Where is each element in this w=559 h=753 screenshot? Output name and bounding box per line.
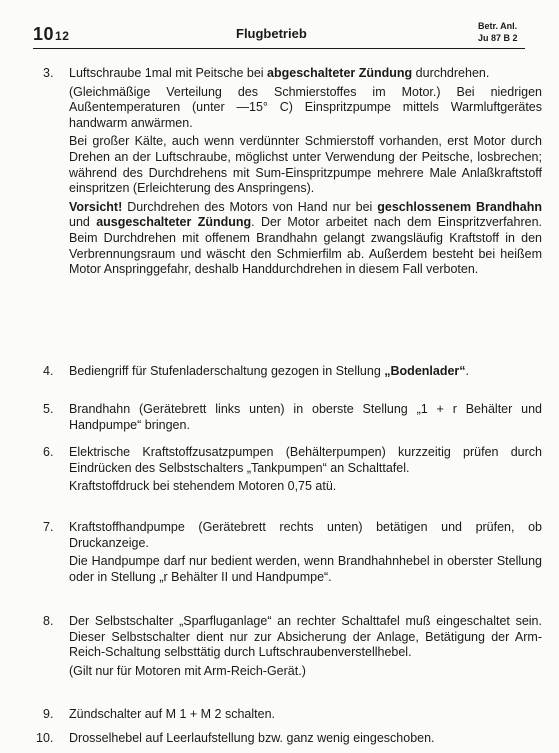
paragraph: Luftschraube 1mal mit Peitsche bei abgeschalteter Zündung durchdrehen. bbox=[69, 66, 490, 80]
paragraph: Kraftstoffhandpumpe (Gerätebrett rechts unten) betätigen und prüfen, ob Druckanzeige. bbox=[69, 520, 542, 550]
page-number: 1012 bbox=[33, 24, 70, 44]
reference-line-1: Betr. Anl. bbox=[478, 21, 518, 31]
paragraph: Drosselhebel auf Leerlaufstellung bzw. ganz wenig eingeschoben. bbox=[69, 731, 435, 745]
item-body bbox=[69, 402, 542, 433]
item-body bbox=[69, 731, 542, 747]
item-body bbox=[69, 445, 542, 495]
item-number: 10. bbox=[36, 731, 54, 745]
item-body bbox=[69, 707, 542, 723]
paragraph: Elektrische Kraftstoffzusatzpumpen (Behälterpumpen) kurzzeitig prüfen durch Eindrücken des Selbstschalters „Tankpumpen“ an Schalttafel. bbox=[69, 445, 542, 475]
paragraph: (Gilt nur für Motoren mit Arm-Reich-Gerät.) bbox=[69, 663, 306, 678]
item-body bbox=[69, 520, 542, 585]
item-body bbox=[69, 364, 542, 380]
item-body bbox=[69, 614, 542, 679]
paragraph: Die Handpumpe darf nur bedient werden, wenn Brandhahnhebel in oberster Stellung oder in Stellung „r Behälter II und Handpumpe“. bbox=[69, 554, 542, 584]
page-number-sub: 12 bbox=[55, 29, 70, 43]
document-reference bbox=[478, 20, 518, 44]
item-number: 4. bbox=[43, 364, 54, 378]
item-number: 9. bbox=[43, 707, 54, 721]
paragraph: Zündschalter auf M 1 + M 2 schalten. bbox=[69, 707, 276, 721]
header-rule bbox=[33, 48, 525, 49]
reference-line-2: Ju 87 B 2 bbox=[478, 33, 518, 43]
paragraph: Bei großer Kälte, auch wenn verdünnter Schmierstoff vorhanden, erst Motor durch Drehen an der Luftschraube, möglichst unter Verwendung der Peitsche, losbrechen; während des Durchdrehens mit Sum-Einspritzpumpe mehrere Male Anlaßkraftstoff einspritzen (Erleichterung des Anspringens). bbox=[69, 134, 542, 196]
warning-paragraph: Vorsicht! Durchdrehen des Motors von Hand nur bei geschlossenem Brandhahn und ausgeschalteter Zündung. Der Motor arbeitet nach dem Einspritzverfahren. Beim Durchdrehen mit offenem Brandhahn gelangt zwangsläufig Kraftstoff in den Verbrennungsraum und wäscht den Schmierfilm ab. Außerdem besteht bei heißem Motor Anspringgefahr, deshalb Handdurchdrehen in diesem Fall verboten. bbox=[69, 199, 542, 277]
paragraph: Brandhahn (Gerätebrett links unten) in oberste Stellung „1 + r Behälter und Handpumpe“ bringen. bbox=[69, 402, 542, 432]
item-number: 6. bbox=[43, 445, 54, 459]
item-number: 5. bbox=[43, 402, 54, 416]
item-number: 3. bbox=[43, 66, 54, 80]
paragraph: (Gleichmäßige Verteilung des Schmierstoffes im Motor.) Bei niedrigen Außentemperaturen (unter —15° C) Einspritzpumpe mittels Warmluftgerätes handwarm anwärmen. bbox=[69, 84, 542, 130]
item-number: 8. bbox=[43, 614, 54, 628]
paragraph: Bediengriff für Stufenladerschaltung gezogen in Stellung „Bodenlader“. bbox=[69, 364, 470, 378]
item-body bbox=[69, 66, 542, 278]
paragraph: Der Selbstschalter „Sparfluganlage“ an rechter Schalttafel muß eingeschaltet sein. Dieser Selbstschalter dient nur zur Absicherung der Anlage, Betätigung der Arm-Reich-Schaltung selbsttätig durch Luftschraubenverstellhebel. bbox=[69, 614, 542, 660]
item-number: 7. bbox=[43, 520, 54, 534]
paragraph: Kraftstoffdruck bei stehendem Motoren 0,75 atü. bbox=[69, 479, 337, 494]
page-title: Flugbetrieb bbox=[236, 26, 307, 41]
